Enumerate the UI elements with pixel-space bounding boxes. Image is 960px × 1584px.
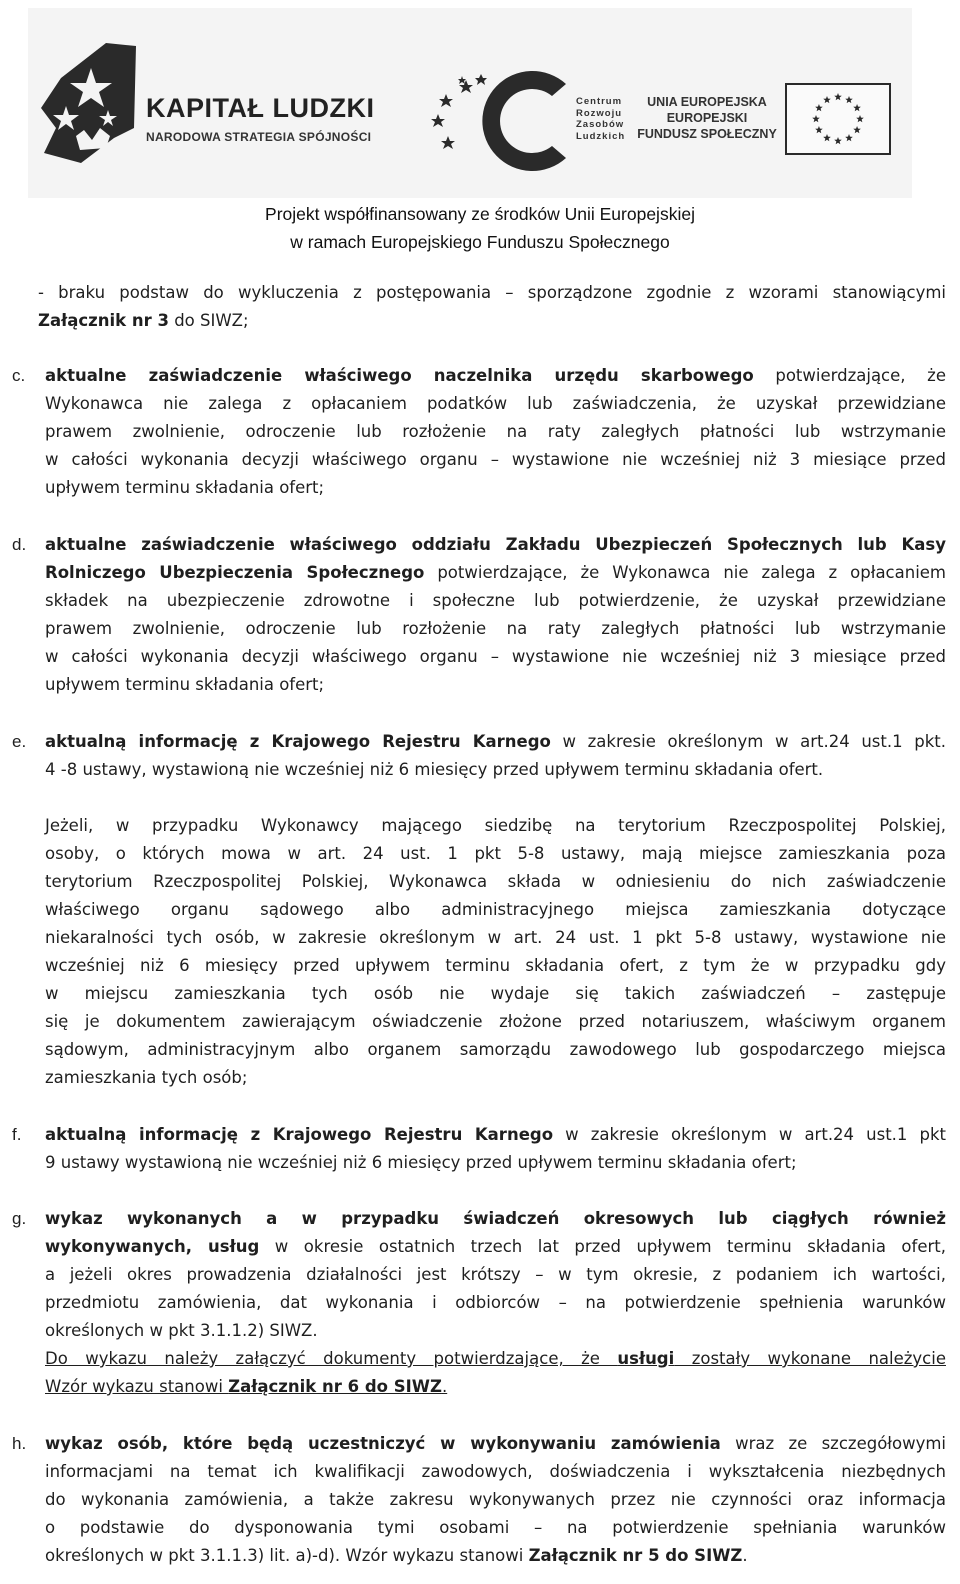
item-e-paragraph-line: wcześniej niż 6 miesięcy przed upływem terminu składania ofert, z tym że w przypadku gdy xyxy=(45,956,946,975)
item-h-text: określonych w pkt 3.1.1.3) lit. a)-d). Wzór wykazu stanowi xyxy=(45,1546,529,1565)
item-g-u-bold: usługi xyxy=(617,1349,675,1368)
intro-line-1: - braku podstaw do wykluczenia z postępowania – sporządzone zgodnie z wzorami stanowiącymi xyxy=(38,283,946,302)
item-e-paragraph-line: osoby, o których mowa w art. 24 ust. 1 pkt 5-8 ustawy, mają miejsce zamieszkania poza xyxy=(45,844,946,863)
item-e-line xyxy=(45,731,946,753)
item-e-line: 4 -8 ustawy, wystawioną nie wcześniej niż 6 miesięcy przed upływem terminu składania ofert. xyxy=(45,760,824,779)
item-e-paragraph-line: w miejscu zamieszkania tych osób nie wydaje się takich zaświadczeń – zastępuje xyxy=(45,984,946,1003)
item-e-text: w zakresie określonym w art.24 ust.1 pkt. xyxy=(550,732,947,751)
item-e-paragraph-line: terytorium Rzeczpospolitej Polskiej, Wykonawca składa w odniesieniu do nich zaświadczenie xyxy=(45,872,946,891)
item-g-u-text: Do wykazu należy załączyć dokumenty potwierdzające, że xyxy=(45,1349,618,1368)
item-f-line xyxy=(45,1124,946,1146)
project-caption-line1: Projekt współfinansowany ze środków Unii Europejskiej xyxy=(265,204,695,224)
item-d-marker: d. xyxy=(12,535,27,554)
item-g-line: określonych w pkt 3.1.1.2) SIWZ. xyxy=(45,1321,318,1340)
item-g-u-text: Wzór wykazu stanowi xyxy=(45,1377,229,1396)
project-caption-line2: w ramach Europejskiego Funduszu Społecznego xyxy=(290,232,670,252)
item-c-text: potwierdzające, że xyxy=(753,366,946,385)
item-e-marker: e. xyxy=(12,732,27,751)
item-c-bold: aktualne zaświadczenie właściwego naczelnika urzędu skarbowego xyxy=(45,366,754,385)
item-c-line xyxy=(45,365,946,387)
item-d-line: składek na ubezpieczenie zdrowotne i społeczne lub potwierdzenie, że uzyskał przewidziane xyxy=(45,591,946,610)
item-h-line: o podstawie do dysponowania tymi osobami – na potwierdzenie spełniania warunków xyxy=(45,1518,946,1537)
item-f-line: 9 ustawy wystawioną nie wcześniej niż 6 miesięcy przed upływem terminu składania ofert; xyxy=(45,1153,797,1172)
ue-text-line: FUNDUSZ SPOŁECZNY xyxy=(637,127,777,141)
header-logo-strip xyxy=(28,8,912,198)
item-g-line xyxy=(45,1236,946,1258)
item-e-bold: aktualną informację z Krajowego Rejestru Karnego xyxy=(45,732,551,751)
item-g-line xyxy=(45,1208,946,1230)
item-d-line: upływem terminu składania ofert; xyxy=(45,675,325,694)
item-g-line: przedmiotu zamówienia, dat wykonania i odbiorców – na potwierdzenie spełnienia warunków xyxy=(45,1293,946,1312)
item-d-text: potwierdzające, że Wykonawca nie zalega z opłacaniem xyxy=(424,563,946,582)
crzl-text-line: Rozwoju xyxy=(576,107,623,119)
item-h-text: wraz ze szczegółowymi xyxy=(720,1434,946,1453)
crzl-logo xyxy=(426,66,626,176)
item-f-marker: f. xyxy=(12,1125,22,1144)
item-e-paragraph-line: się je dokumentem zawierającym oświadczenie złożone przed notariuszem, właściwym organem xyxy=(45,1012,946,1031)
item-e-paragraph-line: niekaralności tych osób, w zakresie określonym w art. 24 ust. 1 pkt 5-8 ustawy, wystawione nie xyxy=(45,928,946,947)
item-c-line: prawem zwolnienie, odroczenie lub rozłożenie na raty zaległych płatności lub wstrzymanie xyxy=(45,422,946,441)
eu-flag-icon xyxy=(785,83,891,155)
ue-text-line: EUROPEJSKI xyxy=(666,111,748,125)
kapital-ludzki-logo xyxy=(36,38,386,168)
attachment-ref: Załącznik nr 3 xyxy=(38,311,169,330)
crzl-text-line: Ludzkich xyxy=(576,130,626,142)
item-d-line xyxy=(45,534,946,556)
kapital-ludzki-subtitle: NARODOWA STRATEGIA SPÓJNOŚCI xyxy=(146,130,372,144)
crzl-c-stars-icon xyxy=(426,66,576,176)
item-g-underlined-line xyxy=(45,1348,946,1370)
item-g-line: a jeżeli okres prowadzenia działalności jest krótszy – w tym okresie, z podaniem ich wartości, xyxy=(45,1265,946,1284)
item-g-underlined-line xyxy=(45,1376,447,1398)
crzl-text xyxy=(576,96,625,142)
item-c-line: Wykonawca nie zalega z opłacaniem podatków lub zaświadczenia, że uzyskał przewidziane xyxy=(45,394,946,413)
item-h-line xyxy=(45,1433,946,1455)
item-d-bold: aktualne zaświadczenie właściwego oddziału Zakładu Ubezpieczeń Społecznych lub Kasy xyxy=(45,535,946,554)
item-d-line: w całości wykonania decyzji właściwego organu – wystawione nie wcześniej niż 3 miesiące przed xyxy=(45,647,946,666)
item-e-paragraph-line: właściwego organu sądowego albo administracyjnego miejsca zamieszkania dotyczące xyxy=(45,900,946,919)
item-d-line: prawem zwolnienie, odroczenie lub rozłożenie na raty zaległych płatności lub wstrzymanie xyxy=(45,619,946,638)
intro-text: do SIWZ; xyxy=(168,311,249,330)
item-h-text: . xyxy=(742,1546,748,1565)
item-h-bold: wykaz osób, które będą uczestniczyć w wykonywaniu zamówienia xyxy=(45,1434,721,1453)
crzl-text-line: Centrum xyxy=(576,96,623,107)
item-g-u-text: zostały wykonane należycie xyxy=(674,1349,946,1368)
item-c-line: upływem terminu składania ofert; xyxy=(45,478,325,497)
item-d-bold: Rolniczego Ubezpieczenia Społecznego xyxy=(45,563,425,582)
item-h-line xyxy=(45,1545,748,1567)
item-e-paragraph-line: sądowym, administracyjnym albo organem samorządu zawodowego lub gospodarczego miejsca xyxy=(45,1040,946,1059)
ue-efs-logo xyxy=(628,83,898,173)
crzl-text-line: Zasobów xyxy=(576,119,625,130)
item-h-bold: Załącznik nr 5 do SIWZ xyxy=(528,1546,743,1565)
item-c-marker: c. xyxy=(12,366,26,385)
item-g-u-bold: Załącznik nr 6 do SIWZ xyxy=(228,1377,442,1396)
kapital-ludzki-emblem-icon xyxy=(36,38,146,168)
item-g-text: w okresie ostatnich trzech lat przed upływem terminu składania ofert, xyxy=(259,1237,946,1256)
ue-text-line: UNIA EUROPEJSKA xyxy=(647,95,767,109)
item-g-u-text: . xyxy=(441,1377,448,1396)
item-f-bold: aktualną informację z Krajowego Rejestru Karnego xyxy=(45,1125,554,1144)
item-e-paragraph-line: zamieszkania tych osób; xyxy=(45,1068,248,1087)
item-e-paragraph-line: Jeżeli, w przypadku Wykonawcy mającego siedzibę na terytorium Rzeczpospolitej Polskiej, xyxy=(45,816,946,835)
item-g-marker: g. xyxy=(12,1209,27,1228)
kapital-ludzki-title: KAPITAŁ LUDZKI xyxy=(146,93,375,123)
item-c-line: w całości wykonania decyzji właściwego organu – wystawione nie wcześniej niż 3 miesiące przed xyxy=(45,450,946,469)
item-g-bold: wykonywanych, usług xyxy=(45,1237,260,1256)
ue-efs-text xyxy=(636,94,778,142)
item-h-marker: h. xyxy=(12,1434,27,1453)
item-h-line: informacjami na temat ich kwalifikacji zawodowych, doświadczenia i wykształcenia niezbędnych xyxy=(45,1462,946,1481)
item-d-line xyxy=(45,562,946,584)
item-f-text: w zakresie określonym w art.24 ust.1 pkt xyxy=(553,1125,946,1144)
item-h-line: do wykonania zamówienia, a także zakresu wykonywanych przez nie czynności oraz informacja xyxy=(45,1490,946,1509)
item-g-bold: wykaz wykonanych a w przypadku świadczeń okresowych lub ciągłych również xyxy=(45,1209,946,1228)
intro-line-2 xyxy=(38,310,249,332)
